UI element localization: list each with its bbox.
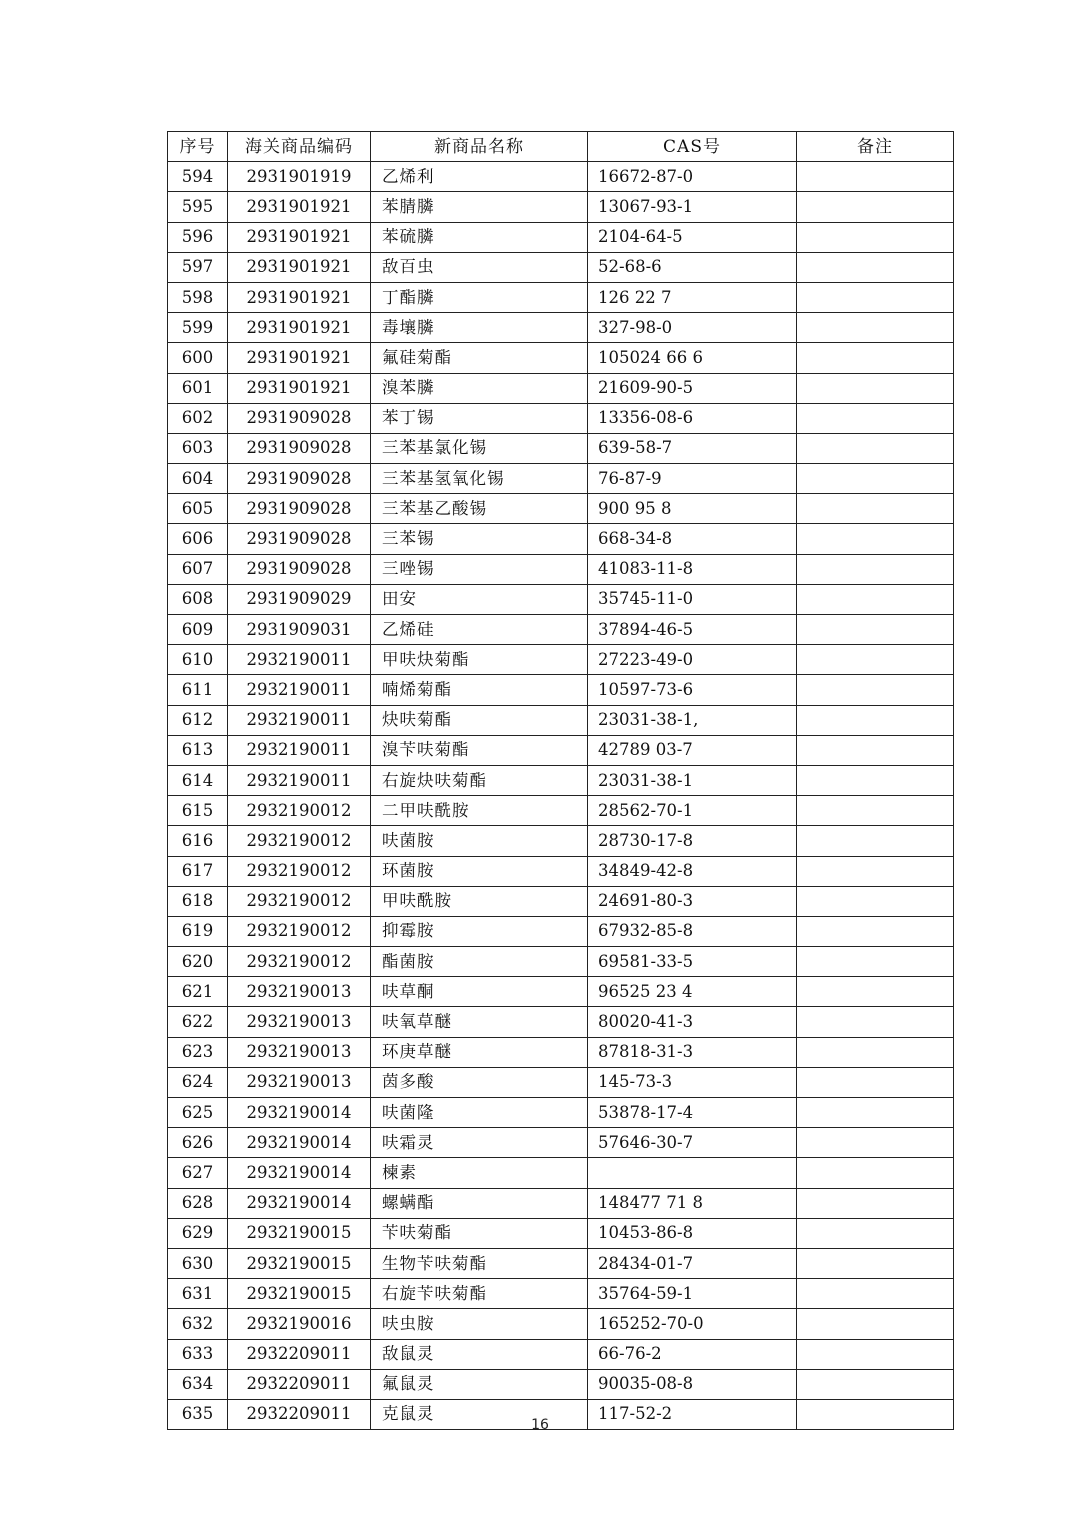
table-row — [168, 1369, 954, 1399]
cell-product-name: 溴苄呋菊酯 — [371, 735, 588, 765]
cell-customs-code: 2932190012 — [228, 856, 371, 886]
cell-remarks — [797, 1128, 954, 1158]
cell-remarks — [797, 252, 954, 282]
cell-cas-number: 327-98-0 — [588, 313, 797, 343]
cell-product-name: 丁酯膦 — [371, 282, 588, 312]
cell-cas-number: 13067-93-1 — [588, 192, 797, 222]
cell-cas-number: 53878-17-4 — [588, 1098, 797, 1128]
cell-remarks — [797, 554, 954, 584]
cell-product-name: 右旋苄呋菊酯 — [371, 1279, 588, 1309]
cell-remarks — [797, 675, 954, 705]
cell-cas-number: 117-52-2 — [588, 1399, 797, 1429]
cell-product-name: 田安 — [371, 584, 588, 614]
cell-product-name: 苯腈膦 — [371, 192, 588, 222]
cell-cas-number: 23031-38-1, — [588, 705, 797, 735]
table-row — [168, 343, 954, 373]
cell-cas-number: 148477 71 8 — [588, 1188, 797, 1218]
cell-remarks — [797, 645, 954, 675]
cell-seq: 627 — [168, 1158, 228, 1188]
cell-product-name: 喃烯菊酯 — [371, 675, 588, 705]
cell-cas-number: 16672-87-0 — [588, 162, 797, 192]
cell-cas-number: 67932-85-8 — [588, 916, 797, 946]
table-row — [168, 1188, 954, 1218]
cell-seq: 619 — [168, 916, 228, 946]
table-row — [168, 675, 954, 705]
table-row — [168, 252, 954, 282]
cell-remarks — [797, 1037, 954, 1067]
cell-cas-number: 21609-90-5 — [588, 373, 797, 403]
cell-remarks — [797, 947, 954, 977]
cell-cas-number: 105024 66 6 — [588, 343, 797, 373]
table-row — [168, 826, 954, 856]
cell-customs-code: 2931901921 — [228, 282, 371, 312]
cell-customs-code: 2932190014 — [228, 1128, 371, 1158]
cell-remarks — [797, 192, 954, 222]
cell-seq: 595 — [168, 192, 228, 222]
cell-remarks — [797, 826, 954, 856]
cell-seq: 599 — [168, 313, 228, 343]
table-row — [168, 856, 954, 886]
cell-seq: 607 — [168, 554, 228, 584]
cell-customs-code: 2931901921 — [228, 222, 371, 252]
cell-remarks — [797, 705, 954, 735]
cell-product-name: 苯丁锡 — [371, 403, 588, 433]
table-row — [168, 1339, 954, 1369]
cell-customs-code: 2932190012 — [228, 886, 371, 916]
cell-product-name: 楝素 — [371, 1158, 588, 1188]
table-row — [168, 1037, 954, 1067]
cell-customs-code: 2932190013 — [228, 1067, 371, 1097]
table-header — [168, 132, 954, 162]
cell-product-name: 三苯锡 — [371, 524, 588, 554]
cell-remarks — [797, 1309, 954, 1339]
cell-seq: 635 — [168, 1399, 228, 1429]
cell-remarks — [797, 1098, 954, 1128]
header-seq: 序号 — [168, 132, 228, 162]
cell-customs-code: 2931909028 — [228, 524, 371, 554]
table-row — [168, 524, 954, 554]
cell-seq: 614 — [168, 765, 228, 795]
cell-seq: 610 — [168, 645, 228, 675]
cell-seq: 606 — [168, 524, 228, 554]
cell-cas-number: 2104-64-5 — [588, 222, 797, 252]
cell-remarks — [797, 343, 954, 373]
table-row — [168, 1007, 954, 1037]
table-row — [168, 584, 954, 614]
cell-product-name: 茵多酸 — [371, 1067, 588, 1097]
cell-customs-code: 2932190011 — [228, 645, 371, 675]
cell-cas-number: 57646-30-7 — [588, 1128, 797, 1158]
cell-product-name: 炔呋菊酯 — [371, 705, 588, 735]
cell-seq: 620 — [168, 947, 228, 977]
cell-cas-number: 76-87-9 — [588, 464, 797, 494]
cell-cas-number: 35764-59-1 — [588, 1279, 797, 1309]
table-row — [168, 554, 954, 584]
cell-customs-code: 2932209011 — [228, 1339, 371, 1369]
cell-customs-code: 2932209011 — [228, 1369, 371, 1399]
cell-cas-number: 24691-80-3 — [588, 886, 797, 916]
cell-cas-number — [588, 1158, 797, 1188]
cell-customs-code: 2932190015 — [228, 1218, 371, 1248]
cell-seq: 621 — [168, 977, 228, 1007]
cell-remarks — [797, 1279, 954, 1309]
cell-product-name: 环菌胺 — [371, 856, 588, 886]
cell-seq: 618 — [168, 886, 228, 916]
cell-cas-number: 28434-01-7 — [588, 1248, 797, 1278]
table-row — [168, 1158, 954, 1188]
cell-customs-code: 2932190014 — [228, 1188, 371, 1218]
cell-remarks — [797, 584, 954, 614]
cell-remarks — [797, 282, 954, 312]
cell-cas-number: 28562-70-1 — [588, 796, 797, 826]
cell-customs-code: 2932190014 — [228, 1098, 371, 1128]
cell-cas-number: 35745-11-0 — [588, 584, 797, 614]
cell-cas-number: 69581-33-5 — [588, 947, 797, 977]
cell-cas-number: 41083-11-8 — [588, 554, 797, 584]
cell-customs-code: 2932190014 — [228, 1158, 371, 1188]
cell-remarks — [797, 1218, 954, 1248]
cell-seq: 617 — [168, 856, 228, 886]
cell-product-name: 苄呋菊酯 — [371, 1218, 588, 1248]
cell-customs-code: 2931909028 — [228, 464, 371, 494]
cell-remarks — [797, 916, 954, 946]
header-product-name: 新商品名称 — [371, 132, 588, 162]
cell-product-name: 三苯基乙酸锡 — [371, 494, 588, 524]
cell-seq: 602 — [168, 403, 228, 433]
table-row — [168, 313, 954, 343]
cell-remarks — [797, 313, 954, 343]
cell-remarks — [797, 464, 954, 494]
cell-product-name: 三唑锡 — [371, 554, 588, 584]
table-row — [168, 403, 954, 433]
cell-cas-number: 165252-70-0 — [588, 1309, 797, 1339]
cell-cas-number: 145-73-3 — [588, 1067, 797, 1097]
table-row — [168, 222, 954, 252]
cell-product-name: 右旋炔呋菊酯 — [371, 765, 588, 795]
cell-product-name: 氟鼠灵 — [371, 1369, 588, 1399]
cell-product-name: 苯硫膦 — [371, 222, 588, 252]
cell-product-name: 敌百虫 — [371, 252, 588, 282]
table-row — [168, 615, 954, 645]
cell-product-name: 乙烯利 — [371, 162, 588, 192]
cell-remarks — [797, 222, 954, 252]
header-row — [168, 132, 954, 162]
cell-remarks — [797, 765, 954, 795]
cell-cas-number: 37894-46-5 — [588, 615, 797, 645]
cell-product-name: 克鼠灵 — [371, 1399, 588, 1429]
header-remarks: 备注 — [797, 132, 954, 162]
cell-seq: 594 — [168, 162, 228, 192]
cell-product-name: 三苯基氯化锡 — [371, 433, 588, 463]
cell-customs-code: 2931901921 — [228, 252, 371, 282]
cell-cas-number: 900 95 8 — [588, 494, 797, 524]
cell-seq: 598 — [168, 282, 228, 312]
cell-remarks — [797, 735, 954, 765]
cell-cas-number: 668-34-8 — [588, 524, 797, 554]
cell-remarks — [797, 373, 954, 403]
cell-customs-code: 2931901919 — [228, 162, 371, 192]
cell-product-name: 溴苯膦 — [371, 373, 588, 403]
cell-cas-number: 10597-73-6 — [588, 675, 797, 705]
cell-customs-code: 2931909028 — [228, 403, 371, 433]
cell-remarks — [797, 1248, 954, 1278]
cell-remarks — [797, 1188, 954, 1218]
table-row — [168, 1098, 954, 1128]
cell-product-name: 酯菌胺 — [371, 947, 588, 977]
cell-remarks — [797, 977, 954, 1007]
cell-seq: 633 — [168, 1339, 228, 1369]
cell-customs-code: 2932190013 — [228, 977, 371, 1007]
cell-seq: 613 — [168, 735, 228, 765]
cell-seq: 604 — [168, 464, 228, 494]
cell-remarks — [797, 615, 954, 645]
cell-seq: 623 — [168, 1037, 228, 1067]
cell-customs-code: 2932190011 — [228, 705, 371, 735]
table-row — [168, 1067, 954, 1097]
cell-cas-number: 34849-42-8 — [588, 856, 797, 886]
cell-customs-code: 2932190016 — [228, 1309, 371, 1339]
cell-product-name: 呋霜灵 — [371, 1128, 588, 1158]
cell-product-name: 呋菌胺 — [371, 826, 588, 856]
table-row — [168, 282, 954, 312]
cell-customs-code: 2932190015 — [228, 1248, 371, 1278]
cell-customs-code: 2932190012 — [228, 826, 371, 856]
cell-customs-code: 2931909031 — [228, 615, 371, 645]
cell-customs-code: 2932190013 — [228, 1007, 371, 1037]
table-row — [168, 494, 954, 524]
cell-cas-number: 13356-08-6 — [588, 403, 797, 433]
cell-cas-number: 52-68-6 — [588, 252, 797, 282]
cell-cas-number: 80020-41-3 — [588, 1007, 797, 1037]
cell-seq: 622 — [168, 1007, 228, 1037]
cell-seq: 624 — [168, 1067, 228, 1097]
commodity-table — [167, 131, 954, 1430]
table-row — [168, 192, 954, 222]
header-cas-number: CAS号 — [588, 132, 797, 162]
cell-cas-number: 639-58-7 — [588, 433, 797, 463]
table-row — [168, 947, 954, 977]
cell-remarks — [797, 494, 954, 524]
cell-product-name: 甲呋酰胺 — [371, 886, 588, 916]
cell-customs-code: 2932190012 — [228, 796, 371, 826]
cell-product-name: 敌鼠灵 — [371, 1339, 588, 1369]
cell-product-name: 甲呋炔菊酯 — [371, 645, 588, 675]
table-row — [168, 464, 954, 494]
table-row — [168, 735, 954, 765]
cell-customs-code: 2931909028 — [228, 433, 371, 463]
cell-customs-code: 2931901921 — [228, 373, 371, 403]
cell-seq: 611 — [168, 675, 228, 705]
cell-seq: 601 — [168, 373, 228, 403]
cell-product-name: 呋草酮 — [371, 977, 588, 1007]
cell-seq: 609 — [168, 615, 228, 645]
cell-customs-code: 2932190011 — [228, 675, 371, 705]
cell-seq: 631 — [168, 1279, 228, 1309]
cell-cas-number: 90035-08-8 — [588, 1369, 797, 1399]
cell-product-name: 二甲呋酰胺 — [371, 796, 588, 826]
cell-product-name: 生物苄呋菊酯 — [371, 1248, 588, 1278]
table-row — [168, 977, 954, 1007]
cell-remarks — [797, 856, 954, 886]
cell-seq: 605 — [168, 494, 228, 524]
table-row — [168, 886, 954, 916]
cell-customs-code: 2932190013 — [228, 1037, 371, 1067]
table-row — [168, 916, 954, 946]
cell-cas-number: 96525 23 4 — [588, 977, 797, 1007]
cell-product-name: 环庚草醚 — [371, 1037, 588, 1067]
cell-customs-code: 2931901921 — [228, 192, 371, 222]
table-row — [168, 1218, 954, 1248]
cell-remarks — [797, 1007, 954, 1037]
table-row — [168, 645, 954, 675]
cell-seq: 616 — [168, 826, 228, 856]
cell-seq: 625 — [168, 1098, 228, 1128]
cell-product-name: 呋菌隆 — [371, 1098, 588, 1128]
cell-cas-number: 87818-31-3 — [588, 1037, 797, 1067]
cell-customs-code: 2931909028 — [228, 554, 371, 584]
cell-cas-number: 23031-38-1 — [588, 765, 797, 795]
table-row — [168, 1279, 954, 1309]
cell-seq: 629 — [168, 1218, 228, 1248]
cell-cas-number: 27223-49-0 — [588, 645, 797, 675]
cell-seq: 634 — [168, 1369, 228, 1399]
cell-customs-code: 2932190011 — [228, 765, 371, 795]
cell-customs-code: 2931901921 — [228, 343, 371, 373]
table-row — [168, 1128, 954, 1158]
cell-cas-number: 42789 03-7 — [588, 735, 797, 765]
page-number: 16 — [531, 1417, 549, 1433]
cell-remarks — [797, 1369, 954, 1399]
cell-seq: 608 — [168, 584, 228, 614]
cell-cas-number: 66-76-2 — [588, 1339, 797, 1369]
cell-cas-number: 10453-86-8 — [588, 1218, 797, 1248]
cell-seq: 628 — [168, 1188, 228, 1218]
cell-remarks — [797, 1339, 954, 1369]
header-customs-code: 海关商品编码 — [228, 132, 371, 162]
cell-seq: 612 — [168, 705, 228, 735]
cell-customs-code: 2931909028 — [228, 494, 371, 524]
table-body — [168, 162, 954, 1430]
cell-customs-code: 2932190015 — [228, 1279, 371, 1309]
cell-seq: 626 — [168, 1128, 228, 1158]
cell-seq: 615 — [168, 796, 228, 826]
cell-seq: 630 — [168, 1248, 228, 1278]
cell-customs-code: 2932190012 — [228, 916, 371, 946]
cell-remarks — [797, 1067, 954, 1097]
cell-product-name: 三苯基氢氧化锡 — [371, 464, 588, 494]
cell-seq: 632 — [168, 1309, 228, 1339]
cell-product-name: 毒壤膦 — [371, 313, 588, 343]
table-row — [168, 705, 954, 735]
cell-customs-code: 2932209011 — [228, 1399, 371, 1429]
cell-remarks — [797, 1158, 954, 1188]
cell-product-name: 乙烯硅 — [371, 615, 588, 645]
cell-product-name: 螺螨酯 — [371, 1188, 588, 1218]
cell-seq: 603 — [168, 433, 228, 463]
cell-seq: 597 — [168, 252, 228, 282]
cell-remarks — [797, 524, 954, 554]
cell-customs-code: 2931901921 — [228, 313, 371, 343]
cell-product-name: 抑霉胺 — [371, 916, 588, 946]
cell-remarks — [797, 886, 954, 916]
cell-remarks — [797, 403, 954, 433]
cell-remarks — [797, 433, 954, 463]
cell-product-name: 呋氧草醚 — [371, 1007, 588, 1037]
cell-cas-number: 28730-17-8 — [588, 826, 797, 856]
cell-remarks — [797, 796, 954, 826]
table-row — [168, 373, 954, 403]
cell-cas-number: 126 22 7 — [588, 282, 797, 312]
cell-product-name: 呋虫胺 — [371, 1309, 588, 1339]
cell-customs-code: 2932190011 — [228, 735, 371, 765]
cell-remarks — [797, 162, 954, 192]
cell-customs-code: 2932190012 — [228, 947, 371, 977]
cell-customs-code: 2931909029 — [228, 584, 371, 614]
table-row — [168, 765, 954, 795]
cell-seq: 600 — [168, 343, 228, 373]
table-row — [168, 1248, 954, 1278]
cell-seq: 596 — [168, 222, 228, 252]
table-row — [168, 1309, 954, 1339]
cell-product-name: 氟硅菊酯 — [371, 343, 588, 373]
table-row — [168, 162, 954, 192]
table-row — [168, 796, 954, 826]
table-row — [168, 433, 954, 463]
